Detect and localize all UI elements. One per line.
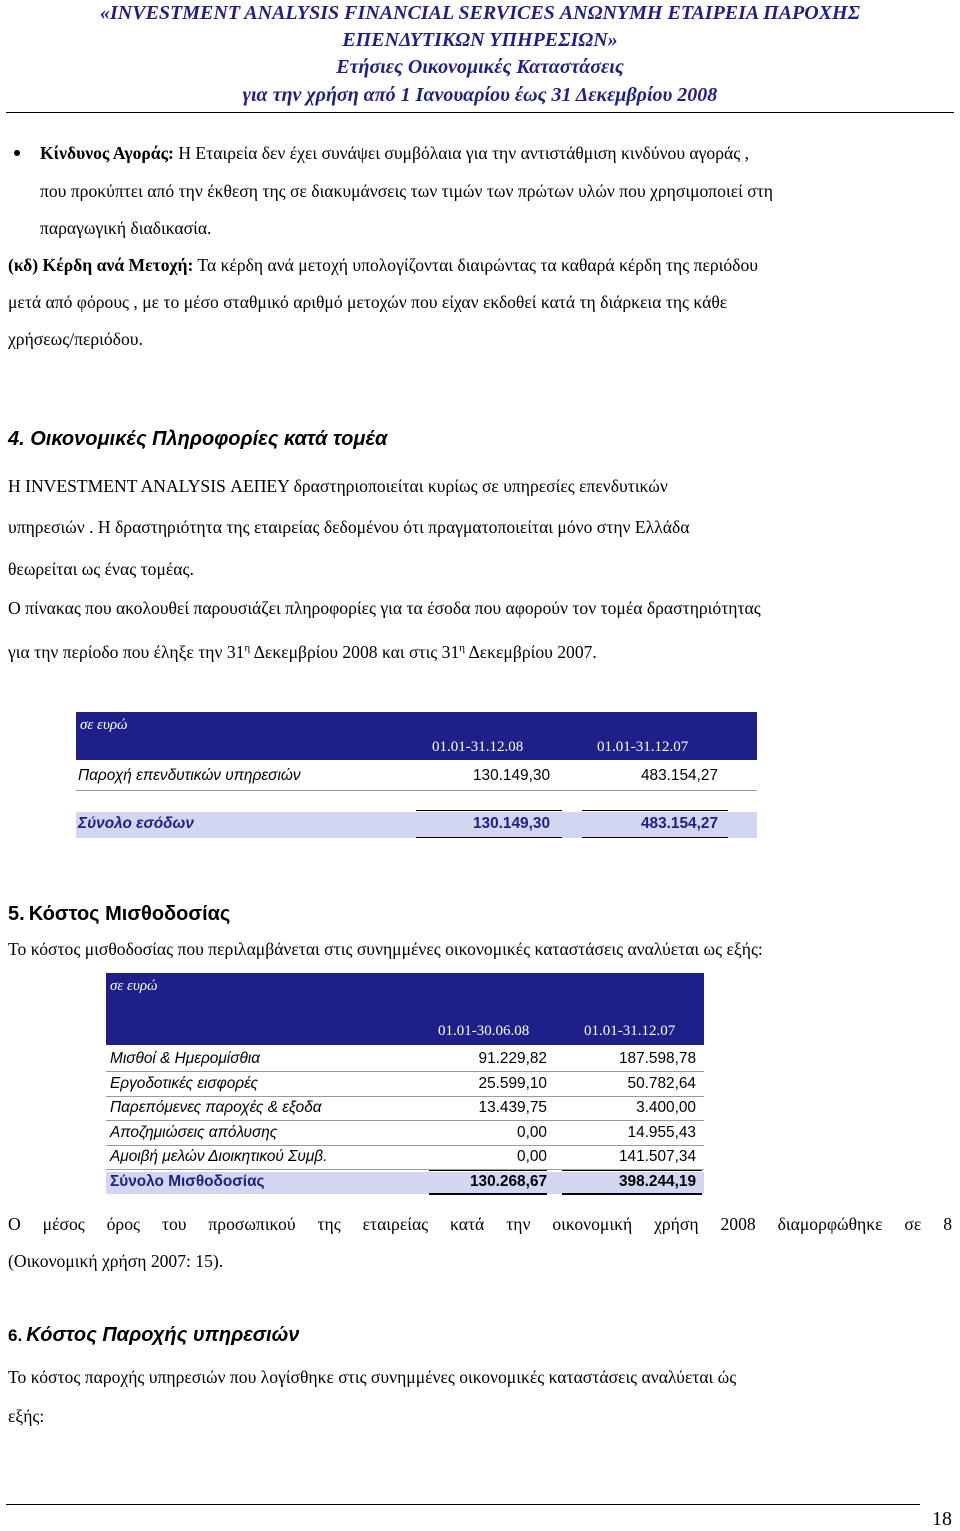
section-6-title bbox=[8, 1324, 299, 1347]
payroll-row-label: Αμοιβή μελών Διοικητικού Συμβ. bbox=[110, 1148, 328, 1165]
payroll-subtotal-rule-2008 bbox=[429, 1170, 547, 1171]
payroll-row-divider bbox=[106, 1120, 704, 1121]
revenue-table-col-2008: 01.01-31.12.08 bbox=[432, 739, 524, 755]
footer-rule bbox=[6, 1504, 920, 1505]
section-5-intro: Το κόστος μισθοδοσίας που περιλαμβάνεται στις συνημμένες οικονομικές καταστάσεις αναλύεται ως εξής: bbox=[8, 939, 763, 959]
market-risk-paragraph-line-3: παραγωγική διαδικασία. bbox=[40, 218, 212, 238]
revenue-total-label: Σύνολο εσόδων bbox=[78, 815, 194, 832]
section-6-intro-line-1: Το κόστος παροχής υπηρεσιών που λογίσθηκε στις συνημμένες οικονομικές καταστάσεις αναλύεται ώς bbox=[8, 1367, 737, 1387]
payroll-row-value-2007: 141.507,34 bbox=[618, 1148, 696, 1165]
document-header-line-1: «INVESTMENT ANALYSIS FINANCIAL SERVICES ΑΝΩΝΥΜΗ ΕΤΑΙΡΕΙΑ ΠΑΡΟΧΗΣ bbox=[100, 2, 860, 24]
revenue-total-underline-2008 bbox=[416, 837, 562, 838]
eps-paragraph-line-1 bbox=[8, 254, 758, 276]
payroll-row-divider bbox=[106, 1096, 704, 1097]
p2-text-c: Δεκεμβρίου 2007. bbox=[465, 641, 597, 662]
section-5-number: 5. bbox=[8, 903, 25, 925]
payroll-row-label: Εργοδοτικές εισφορές bbox=[110, 1074, 258, 1092]
revenue-row-value-2008: 130.149,30 bbox=[472, 767, 550, 784]
payroll-row-label: Αποζημιώσεις απόλυσης bbox=[110, 1123, 278, 1141]
section-4-paragraph-1-line-1: Η INVESTMENT ANALYSIS ΑΕΠΕΥ δραστηριοποιείται κυρίως σε υπηρεσίες επενδυτικών bbox=[8, 476, 668, 496]
revenue-row-label: Παροχή επενδυτικών υπηρεσιών bbox=[78, 767, 301, 784]
revenue-total-value-2008: 130.149,30 bbox=[472, 815, 550, 832]
payroll-total-underline-2008 bbox=[429, 1193, 547, 1195]
eps-paragraph-line-3: χρήσεως/περιόδου. bbox=[8, 329, 143, 349]
payroll-total-underline-2007 bbox=[562, 1193, 702, 1195]
eps-label: (κδ) Κέρδη ανά Μετοχή: bbox=[8, 255, 194, 275]
document-header-line-3: Ετήσιες Οικονομικές Καταστάσεις bbox=[336, 56, 624, 78]
page-number: 18 bbox=[932, 1508, 952, 1530]
revenue-subtotal-rule-2008 bbox=[416, 810, 562, 811]
bullet-icon bbox=[14, 150, 20, 156]
market-risk-label: Κίνδυνος Αγοράς: bbox=[40, 143, 174, 163]
section-4-title: 4. Οικονομικές Πληροφορίες κατά τομέα bbox=[8, 428, 388, 450]
revenue-total-underline-2007 bbox=[582, 837, 728, 838]
payroll-total-value-2007: 398.244,19 bbox=[618, 1173, 696, 1190]
payroll-row-value-2008: 0,00 bbox=[517, 1148, 547, 1165]
section-4-paragraph-2-line-1: Ο πίνακας που ακολουθεί παρουσιάζει πληροφορίες για τα έσοδα που αφορούν τον τομέα δραστηριότητας bbox=[8, 598, 761, 618]
p2-superscript-1: η bbox=[244, 642, 251, 654]
section-6-number: 6. bbox=[8, 1326, 23, 1345]
payroll-table-unit: σε ευρώ bbox=[110, 978, 158, 994]
eps-text: Τα κέρδη ανά μετοχή υπολογίζονται διαιρώντας τα καθαρά κέρδη της περιόδου bbox=[193, 255, 758, 275]
section-6-heading: Κόστος Παροχής υπηρεσιών bbox=[26, 1324, 300, 1346]
market-risk-text: Η Εταιρεία δεν έχει συνάψει συμβόλαια για την αντιστάθμιση κινδύνου αγοράς , bbox=[173, 143, 749, 163]
header-rule bbox=[6, 112, 954, 113]
payroll-row-label: Παρεπόμενες παροχές & εξοδα bbox=[110, 1099, 322, 1116]
payroll-table-col-2007: 01.01-31.12.07 bbox=[584, 1023, 676, 1039]
section-6-intro-line-2: εξής: bbox=[8, 1406, 45, 1426]
p2-text-b: Δεκεμβρίου 2008 και στις 31 bbox=[250, 641, 460, 662]
payroll-table-col-2008: 01.01-30.06.08 bbox=[438, 1023, 530, 1039]
payroll-row-value-2007: 14.955,43 bbox=[627, 1123, 696, 1141]
section-4-paragraph-1-line-3: θεωρείται ως ένας τομέας. bbox=[8, 559, 194, 579]
staff-average-paragraph-line-2: (Οικονομική χρήση 2007: 15). bbox=[8, 1251, 224, 1271]
payroll-total-label: Σύνολο Μισθοδοσίας bbox=[110, 1173, 265, 1190]
revenue-row-divider bbox=[76, 790, 757, 791]
section-5-title bbox=[8, 903, 230, 926]
revenue-total-value-2007: 483.154,27 bbox=[640, 815, 718, 832]
section-4-paragraph-1-line-2: υπηρεσιών . Η δραστηριότητα της εταιρείας δεδομένου ότι πραγματοποιείται μόνο στην Ελλάδα bbox=[8, 517, 690, 537]
market-risk-paragraph-line-1 bbox=[40, 142, 749, 164]
p2-text-a: για την περίοδο που έληξε την 31 bbox=[8, 641, 245, 662]
section-4-paragraph-2-line-2 bbox=[8, 637, 597, 663]
market-risk-paragraph-line-2: που προκύπτει από την έκθεση της σε διακυμάνσεις των τιμών των πρώτων υλών που χρησιμοποιεί στη bbox=[40, 181, 773, 201]
payroll-row-value-2007: 187.598,78 bbox=[618, 1050, 696, 1067]
p2-superscript-2: η bbox=[459, 642, 466, 654]
payroll-row-value-2007: 3.400,00 bbox=[636, 1099, 696, 1116]
document-header-line-4: για την χρήση από 1 Ιανουαρίου έως 31 Δεκεμβρίου 2008 bbox=[242, 84, 718, 106]
payroll-row-divider bbox=[106, 1145, 704, 1146]
revenue-table-header bbox=[76, 712, 757, 760]
eps-paragraph-line-2: μετά από φόρους , με το μέσο σταθμικό αριθμό μετοχών που είχαν εκδοθεί κατά τη διάρκεια της κάθε bbox=[8, 292, 728, 312]
payroll-table-header bbox=[106, 973, 704, 1045]
revenue-row-value-2007: 483.154,27 bbox=[640, 767, 718, 784]
revenue-table-unit: σε ευρώ bbox=[80, 717, 128, 733]
payroll-row-divider bbox=[106, 1071, 704, 1072]
revenue-subtotal-rule-2007 bbox=[582, 810, 728, 811]
revenue-table-col-2007: 01.01-31.12.07 bbox=[597, 739, 689, 755]
section-5-heading: Κόστος Μισθοδοσίας bbox=[28, 903, 231, 925]
payroll-row-value-2008: 25.599,10 bbox=[478, 1074, 547, 1092]
staff-average-paragraph-line-1: Ο μέσος όρος του προσωπικού της εταιρείας κατά την οικονομική χρήση 2008 διαμορφώθηκε σε 8 bbox=[8, 1214, 952, 1234]
payroll-row-label: Μισθοί & Ημερομίσθια bbox=[110, 1050, 261, 1067]
document-header-line-2: ΕΠΕΝΔΥΤΙΚΩΝ ΥΠΗΡΕΣΙΩΝ» bbox=[342, 29, 618, 51]
payroll-subtotal-rule-2007 bbox=[562, 1170, 702, 1171]
payroll-row-value-2008: 0,00 bbox=[517, 1123, 547, 1141]
payroll-total-value-2008: 130.268,67 bbox=[469, 1173, 547, 1190]
payroll-row-value-2008: 91.229,82 bbox=[478, 1050, 547, 1067]
payroll-row-value-2008: 13.439,75 bbox=[478, 1099, 547, 1116]
payroll-row-value-2007: 50.782,64 bbox=[627, 1074, 696, 1092]
